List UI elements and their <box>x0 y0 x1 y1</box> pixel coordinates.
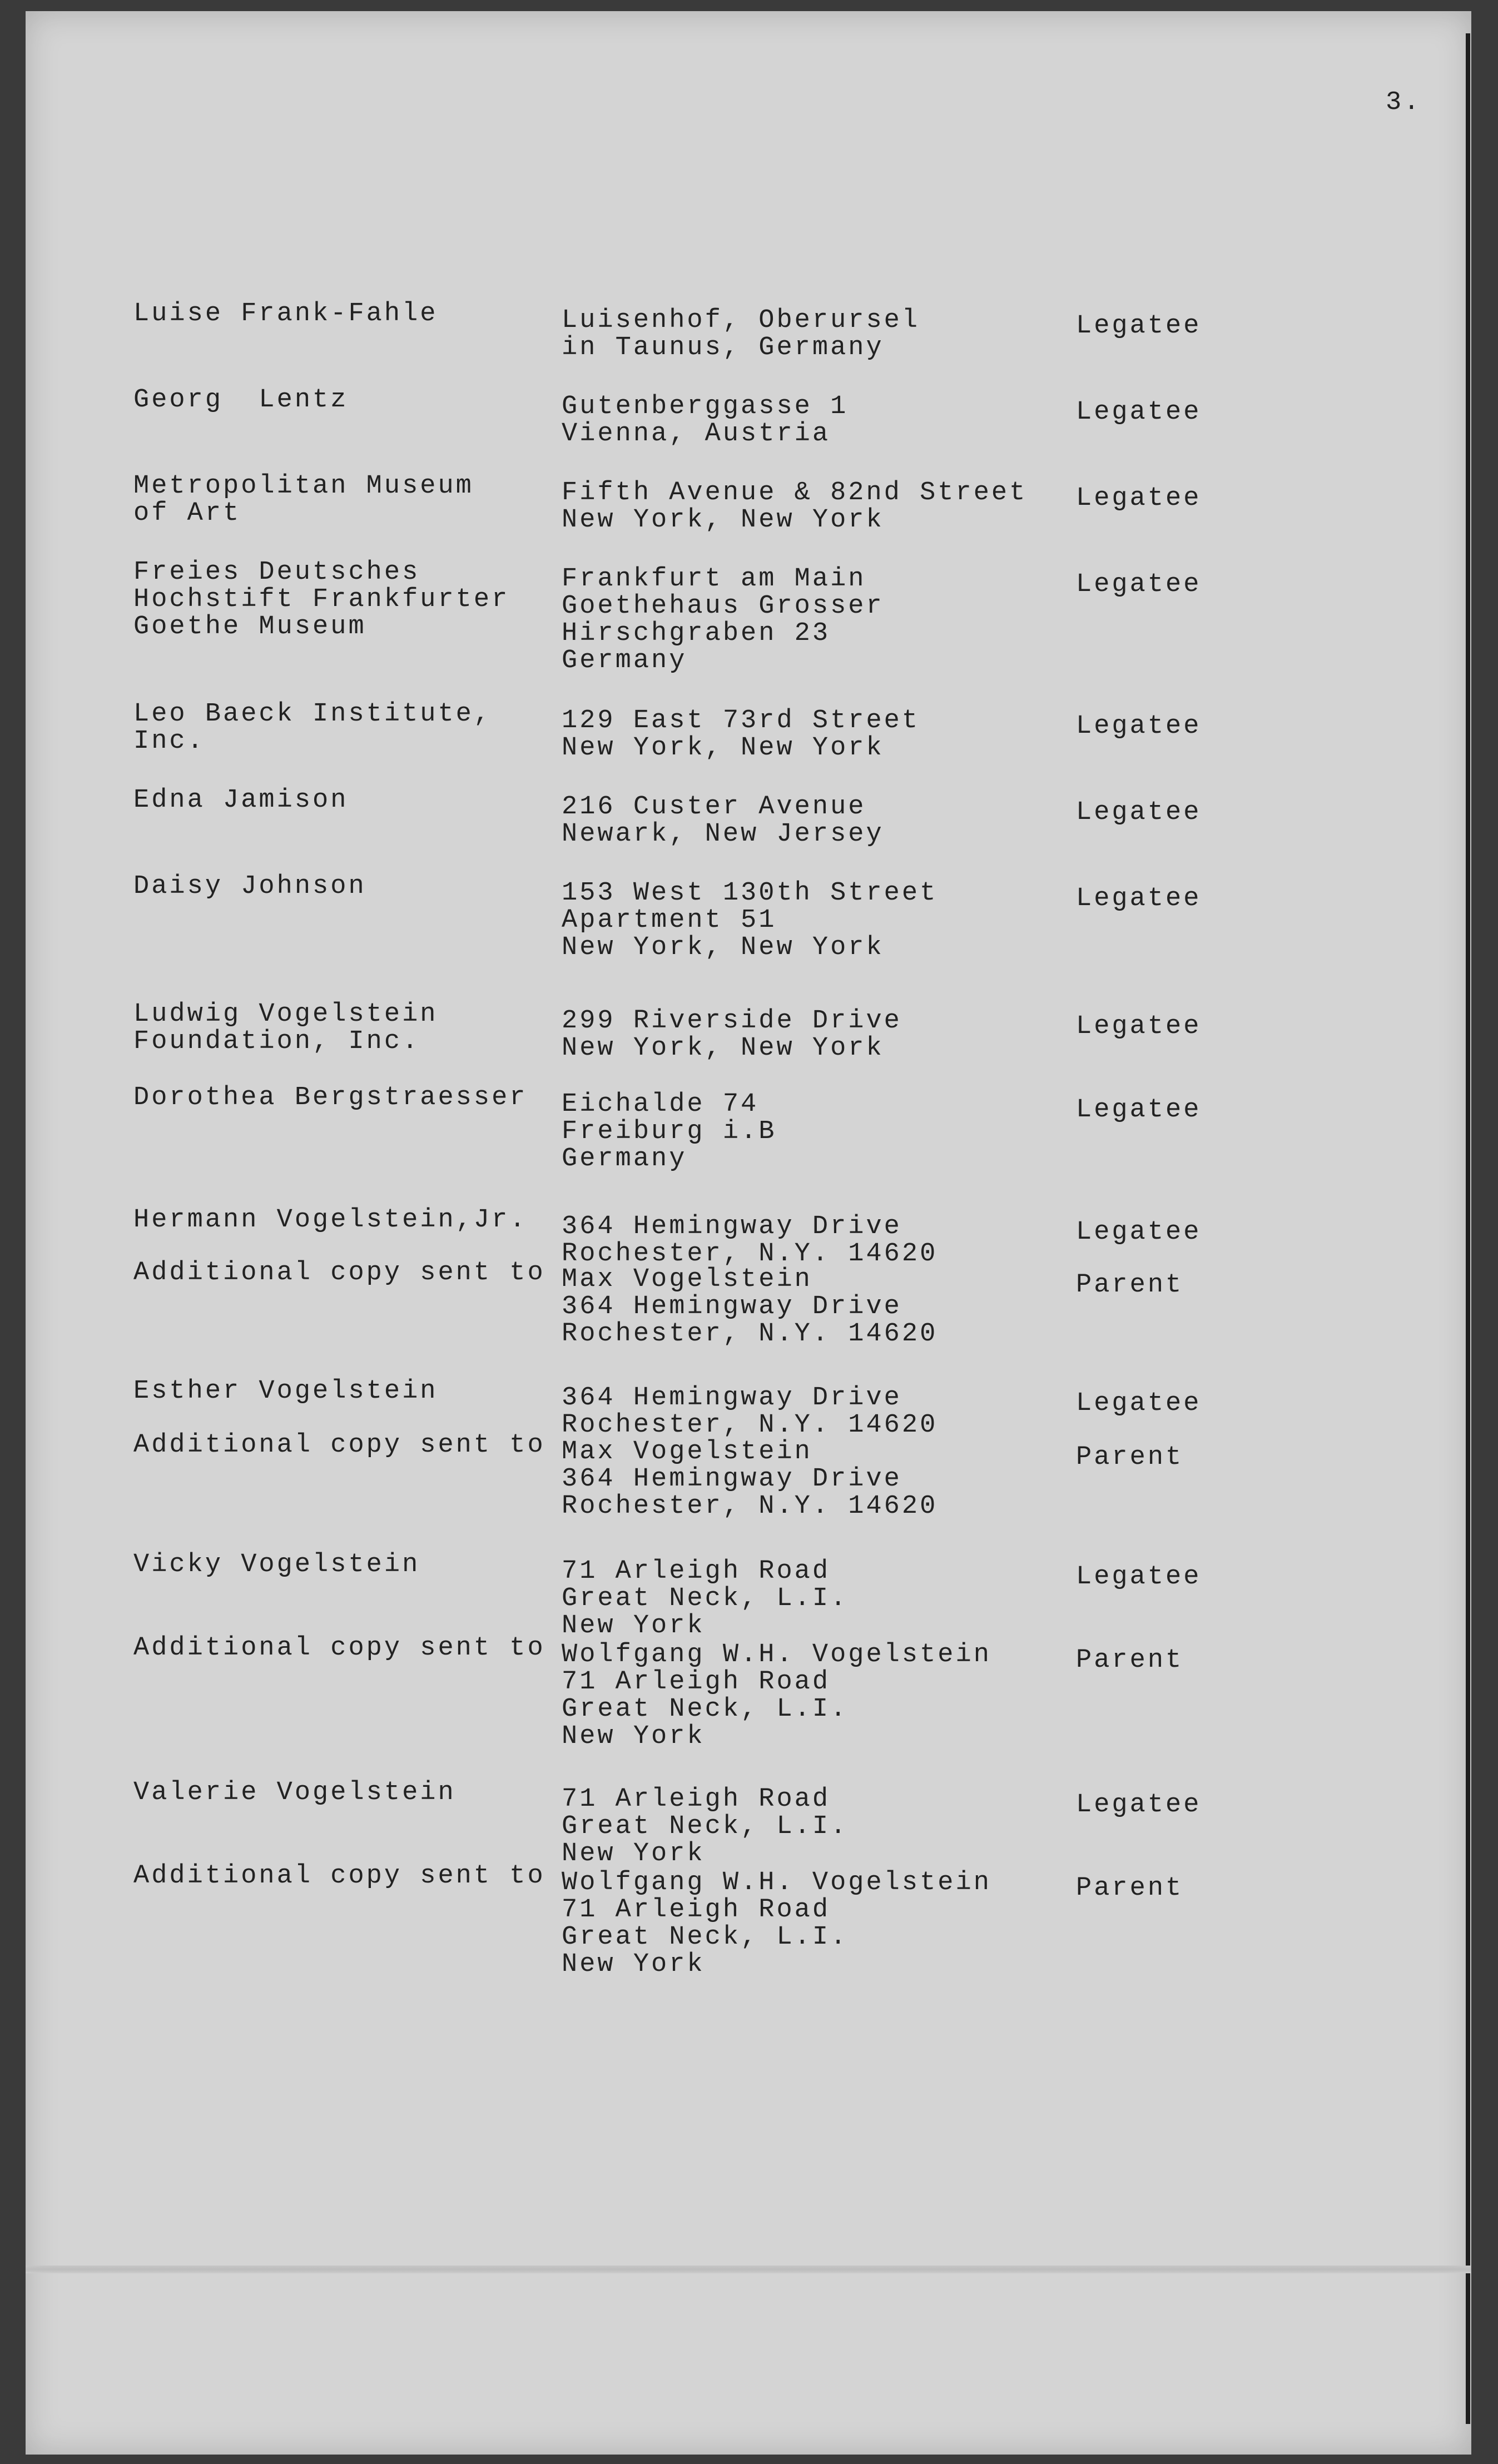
entry-name-line: Freies Deutsches <box>133 558 420 587</box>
entry-name-line: Additional copy sent to <box>133 1258 545 1288</box>
entry-name-line: Inc. <box>133 727 205 756</box>
entry-address-line: Fifth Avenue & 82nd Street <box>562 478 1028 508</box>
entry-address-line: Rochester, N.Y. 14620 <box>562 1410 938 1440</box>
entry-name-line: Foundation, Inc. <box>133 1027 420 1056</box>
entry-name-line: Goethe Museum <box>133 612 366 642</box>
entry-address-line: in Taunus, Germany <box>562 333 884 362</box>
entry-role: Parent <box>1076 1646 1184 1675</box>
entry-role: Legatee <box>1076 1012 1202 1041</box>
entry-role: Parent <box>1076 1270 1184 1300</box>
entry-address-line: Goethehaus Grosser <box>562 592 884 621</box>
entry-address-line: 364 Hemingway Drive <box>562 1292 902 1322</box>
entry-address-line: 153 West 130th Street <box>562 878 938 908</box>
entry-role: Legatee <box>1076 311 1202 341</box>
entry-address-line: Rochester, N.Y. 14620 <box>562 1239 938 1269</box>
entry-address-line: Great Neck, L.I. <box>562 1812 849 1841</box>
entry-address-line: Newark, New Jersey <box>562 819 884 849</box>
entry-address-line: New York, New York <box>562 505 884 535</box>
entry-role: Legatee <box>1076 484 1202 513</box>
entry-address-line: 216 Custer Avenue <box>562 792 866 822</box>
entry-address-line: New York, New York <box>562 933 884 962</box>
entry-address-line: 71 Arleigh Road <box>562 1785 831 1814</box>
entry-name-line: Additional copy sent to <box>133 1633 545 1663</box>
entry-role: Legatee <box>1076 798 1202 827</box>
entry-role: Legatee <box>1076 884 1202 913</box>
entry-address-line: 299 Riverside Drive <box>562 1006 902 1036</box>
entry-name-line: Vicky Vogelstein <box>133 1550 420 1579</box>
entry-role: Legatee <box>1076 1389 1202 1418</box>
entry-name-line: Valerie Vogelstein <box>133 1778 456 1807</box>
entry-name-line: Luise Frank-Fahle <box>133 299 438 329</box>
entry-address-line: Great Neck, L.I. <box>562 1584 849 1613</box>
entry-address-line: 364 Hemingway Drive <box>562 1464 902 1494</box>
entry-name-line: Leo Baeck Institute, <box>133 699 492 729</box>
entry-address-line: Great Neck, L.I. <box>562 1922 849 1952</box>
entry-address-line: Great Neck, L.I. <box>562 1695 849 1724</box>
entry-role: Legatee <box>1076 1095 1202 1125</box>
entry-address-line: Max Vogelstein <box>562 1265 812 1294</box>
entry-address-line: Gutenberggasse 1 <box>562 392 849 421</box>
entry-address-line: Frankfurt am Main <box>562 564 866 594</box>
entry-address-line: 71 Arleigh Road <box>562 1895 831 1925</box>
entry-name-line: Georg Lentz <box>133 385 349 415</box>
entry-name-line: Dorothea Bergstraesser <box>133 1083 528 1112</box>
entry-name-line: Edna Jamison <box>133 786 349 815</box>
entry-address-line: Rochester, N.Y. 14620 <box>562 1319 938 1349</box>
entry-name-line: Esther Vogelstein <box>133 1377 438 1406</box>
entry-role: Legatee <box>1076 570 1202 599</box>
entry-address-line: New York <box>562 1611 705 1641</box>
page-fold-line <box>26 2266 1471 2273</box>
entry-address-line: 364 Hemingway Drive <box>562 1212 902 1241</box>
entry-address-line: 71 Arleigh Road <box>562 1557 831 1586</box>
entry-role: Legatee <box>1076 1790 1202 1820</box>
entry-role: Legatee <box>1076 398 1202 427</box>
entry-role: Parent <box>1076 1443 1184 1472</box>
entry-name-line: Metropolitan Museum <box>133 471 474 501</box>
entry-name-line: Hochstift Frankfurter <box>133 585 510 614</box>
entry-address-line: 71 Arleigh Road <box>562 1667 831 1697</box>
page-edge-shadow <box>1466 33 1470 2424</box>
entry-address-line: Wolfgang W.H. Vogelstein <box>562 1640 991 1670</box>
entry-role: Legatee <box>1076 712 1202 741</box>
entry-address-line: Hirschgraben 23 <box>562 619 831 648</box>
entry-address-line: New York <box>562 1839 705 1869</box>
entry-name-line: Ludwig Vogelstein <box>133 1000 438 1029</box>
entry-address-line: New York, New York <box>562 733 884 763</box>
entry-name-line: of Art <box>133 499 241 528</box>
entry-role: Parent <box>1076 1874 1184 1903</box>
entry-address-line: Rochester, N.Y. 14620 <box>562 1492 938 1521</box>
page-number: 3. <box>1386 88 1422 117</box>
entry-address-line: 129 East 73rd Street <box>562 706 920 736</box>
entry-address-line: New York <box>562 1950 705 1979</box>
entry-address-line: Apartment 51 <box>562 906 777 935</box>
entry-address-line: Luisenhof, Oberursel <box>562 306 920 335</box>
entry-name-line: Additional copy sent to <box>133 1861 545 1891</box>
entry-address-line: Germany <box>562 1144 687 1174</box>
entry-address-line: New York <box>562 1722 705 1751</box>
entry-address-line: Vienna, Austria <box>562 419 831 449</box>
entry-role: Legatee <box>1076 1218 1202 1247</box>
entry-name-line: Hermann Vogelstein,Jr. <box>133 1205 528 1235</box>
entry-address-line: Freiburg i.B <box>562 1117 777 1146</box>
entry-address-line: Wolfgang W.H. Vogelstein <box>562 1868 991 1897</box>
entry-role: Legatee <box>1076 1562 1202 1592</box>
entry-address-line: Eichalde 74 <box>562 1090 759 1119</box>
entry-name-line: Daisy Johnson <box>133 872 366 901</box>
entry-address-line: Max Vogelstein <box>562 1437 812 1467</box>
entry-address-line: Germany <box>562 646 687 675</box>
entry-address-line: 364 Hemingway Drive <box>562 1383 902 1413</box>
entry-address-line: New York, New York <box>562 1034 884 1063</box>
entry-name-line: Additional copy sent to <box>133 1430 545 1460</box>
